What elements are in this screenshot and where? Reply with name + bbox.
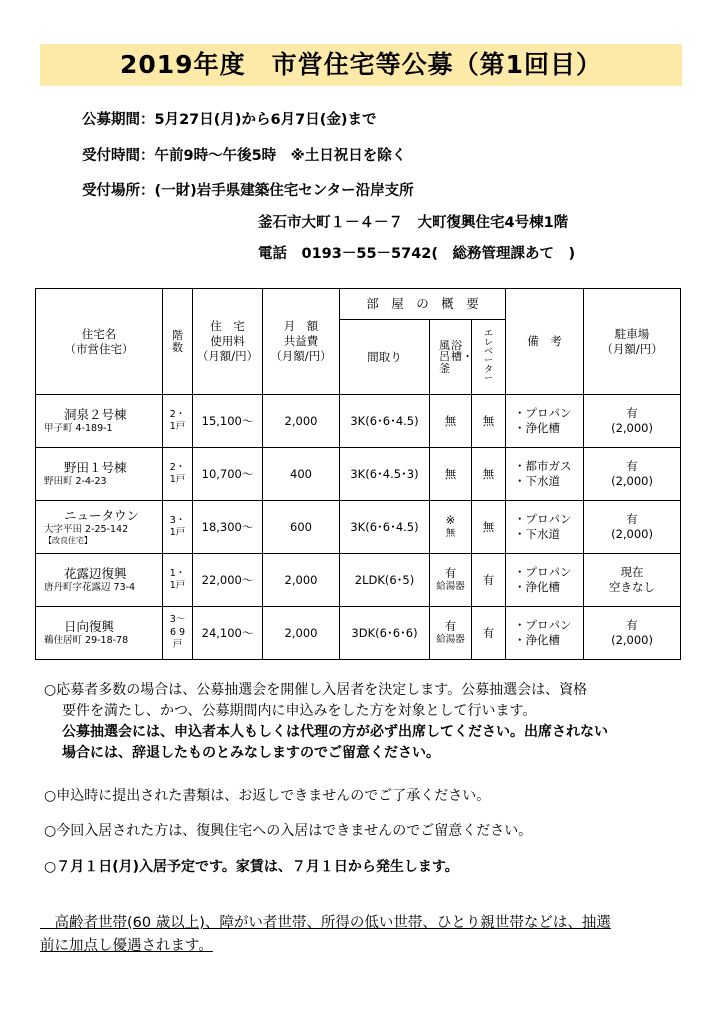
header-layout: 間取り <box>340 320 430 395</box>
table-row <box>36 554 681 607</box>
cell-remarks: ・プロパン ・浄化槽 <box>506 554 584 607</box>
table-row <box>36 501 681 554</box>
cell-elevator: 無 <box>472 501 506 554</box>
note-reconstruction: ○今回入居された方は、復興住宅への入居はできませんのでご留意ください。 <box>44 823 533 839</box>
header-room-overview: 部 屋 の 概 要 <box>340 289 506 320</box>
cell-elevator: 無 <box>472 395 506 448</box>
cell-floors: 2・1戸 <box>163 448 193 501</box>
cell-bath: 無 <box>430 395 472 448</box>
note-priority: 高齢者世帯(60 歳以上)、障がい者世帯、所得の低い世帯、ひとり親世帯などは、抽選 前に加点し優遇されます。 <box>40 915 611 954</box>
reception-phone: 電話 0193－55－5742( 総務管理課あて ) <box>258 246 576 262</box>
note-move-in: ○７月１日(月)入居予定です。家賃は、７月１日から発生します。 <box>44 859 459 875</box>
cell-layout: 3K(6･6･4.5) <box>340 395 430 448</box>
note-lottery: ○応募者多数の場合は、公募抽選会を開催し入居者を決定します。公募抽選会は、資格 要件を満たし、かつ、公募期間内に申込みをした方を対象として行います。 公募抽選会には、申込者本人もしくは代理の方が必ず出席してください。出席されない 場合には、辞退したものとみなしますのでご留意ください。 <box>44 682 608 761</box>
cell-floors: 1・1戸 <box>163 554 193 607</box>
cell-floors: 2・1戸 <box>163 395 193 448</box>
cell-parking: 現在 空きなし <box>584 554 681 607</box>
cell-remarks: ・都市ガス ・下水道 <box>506 448 584 501</box>
cell-layout: 3K(6･6･4.5) <box>340 501 430 554</box>
cell-elevator: 有 <box>472 554 506 607</box>
cell-common-fee: 400 <box>263 448 340 501</box>
cell-common-fee: 2,000 <box>263 554 340 607</box>
header-elevator: エレベーター <box>472 320 506 395</box>
header-rent: 住 宅 使用料 （月額/円） <box>193 289 263 395</box>
header-common-fee: 月 額 共益費 （月額/円） <box>263 289 340 395</box>
cell-bath: 有 給湯器 <box>430 607 472 660</box>
cell-common-fee: 600 <box>263 501 340 554</box>
table-row <box>36 448 681 501</box>
cell-remarks: ・プロパン ・浄化槽 <box>506 607 584 660</box>
cell-bath: ※ 無 <box>430 501 472 554</box>
cell-floors: 3・1戸 <box>163 501 193 554</box>
cell-rent: 22,000～ <box>193 554 263 607</box>
housing-table <box>35 288 681 660</box>
cell-layout: 3K(6･4.5･3) <box>340 448 430 501</box>
reception-place: 受付場所：(一財)岩手県建築住宅センター沿岸支所 <box>82 183 414 199</box>
cell-parking: 有 (2,000) <box>584 607 681 660</box>
page-title: 2019年度 市営住宅等公募（第1回目） <box>40 44 682 86</box>
header-name: 住宅名 （市営住宅） <box>36 289 163 395</box>
header-parking: 駐車場 （月額/円） <box>584 289 681 395</box>
cell-remarks: ・プロパン ・下水道 <box>506 501 584 554</box>
header-bath: 風呂釜 浴槽・ <box>430 320 472 395</box>
cell-name: 花露辺復興 唐丹町字花露辺 73-4 <box>36 554 163 607</box>
cell-parking: 有 (2,000) <box>584 448 681 501</box>
cell-name: 洞泉２号棟 甲子町 4-189-1 <box>36 395 163 448</box>
cell-common-fee: 2,000 <box>263 395 340 448</box>
cell-bath: 有 給湯器 <box>430 554 472 607</box>
reception-hours: 受付時間：午前9時～午後5時 ※土日祝日を除く <box>82 148 407 164</box>
cell-rent: 24,100～ <box>193 607 263 660</box>
reception-address: 釜石市大町１－４－７ 大町復興住宅4号棟1階 <box>258 215 569 231</box>
cell-parking: 有 (2,000) <box>584 395 681 448</box>
table-row <box>36 607 681 660</box>
cell-rent: 10,700～ <box>193 448 263 501</box>
header-floors: 階数 <box>163 289 193 395</box>
cell-elevator: 無 <box>472 448 506 501</box>
cell-rent: 18,300～ <box>193 501 263 554</box>
header-remarks: 備 考 <box>506 289 584 395</box>
cell-floors: 3～6 9戸 <box>163 607 193 660</box>
cell-name: 野田１号棟 野田町 2-4-23 <box>36 448 163 501</box>
cell-bath: 無 <box>430 448 472 501</box>
cell-remarks: ・プロパン ・浄化槽 <box>506 395 584 448</box>
cell-elevator: 有 <box>472 607 506 660</box>
cell-parking: 有 (2,000) <box>584 501 681 554</box>
table-row <box>36 395 681 448</box>
cell-rent: 15,100～ <box>193 395 263 448</box>
cell-name: ニュータウン 大字平田 2-25-142 【改良住宅】 <box>36 501 163 554</box>
cell-layout: 3DK(6･6･6) <box>340 607 430 660</box>
cell-name: 日向復興 鵜住居町 29-18-78 <box>36 607 163 660</box>
cell-common-fee: 2,000 <box>263 607 340 660</box>
note-documents: ○申込時に提出された書類は、お返しできませんのでご了承ください。 <box>44 788 491 804</box>
application-period: 公募期間：5月27日(月)から6月7日(金)まで <box>82 112 377 128</box>
cell-layout: 2LDK(6･5) <box>340 554 430 607</box>
